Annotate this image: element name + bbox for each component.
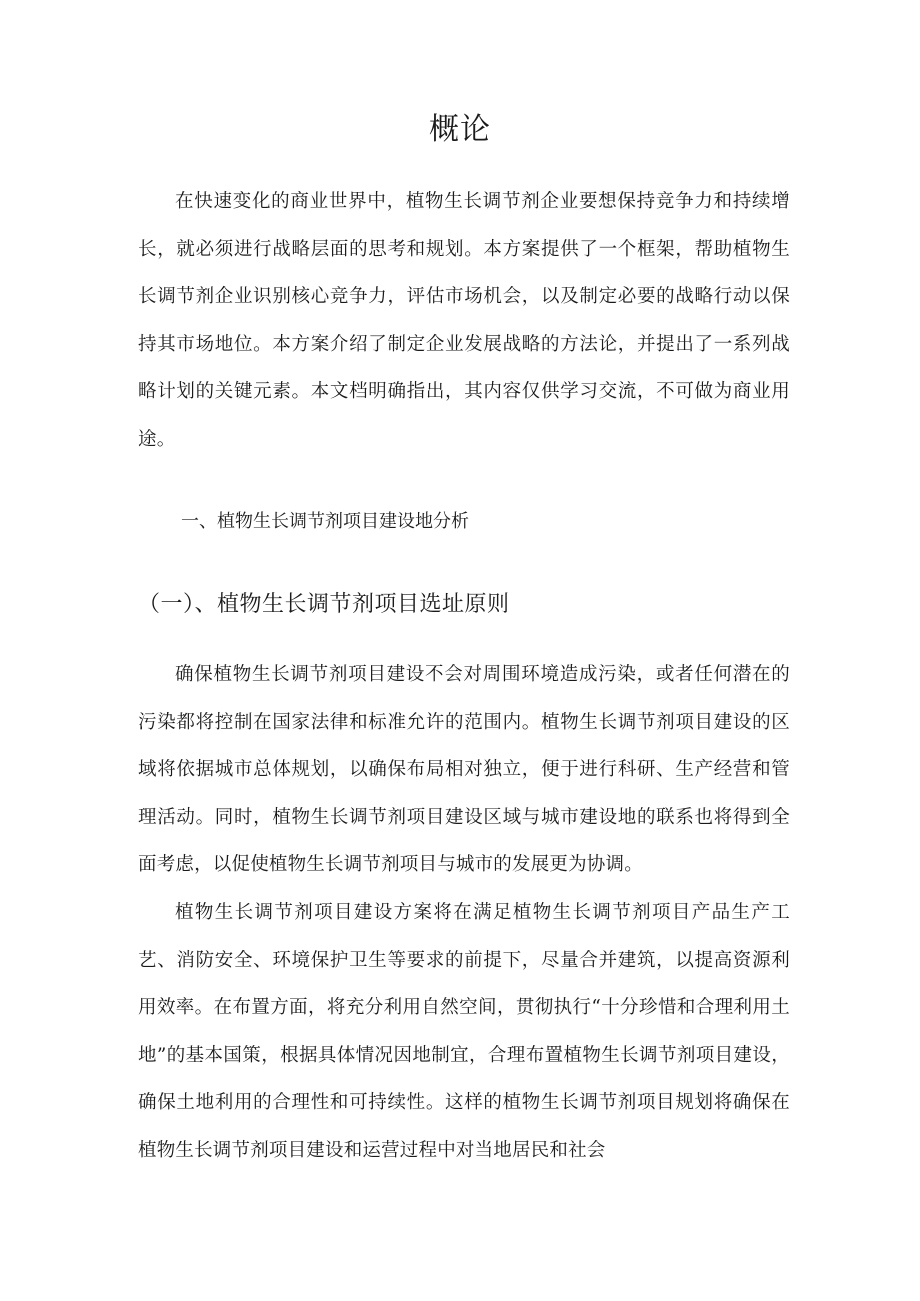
body-paragraph: 确保植物生长调节剂项目建设不会对周围环境造成污染，或者任何潜在的污染都将控制在国家法律和标准允许的范围内。植物生长调节剂项目建设的区域将依据城市总体规划，以确保布局相对独立，便于进行科研、生产经营和管理活动。同时，植物生长调节剂项目建设区域与城市建设地的联系也将得到全面考虑，以促使植物生长调节剂项目与城市的发展更为协调。 bbox=[138, 664, 790, 876]
body-paragraph: 植物生长调节剂项目建设方案将在满足植物生长调节剂项目产品生产工艺、消防安全、环境保护卫生等要求的前提下，尽量合并建筑，以提高资源利用效率。在布置方面，将充分利用自然空间，贯彻执行“十分珍惜和合理利用土地”的基本国策，根据具体情况因地制宜，合理布置植物生长调节剂项目建设，确保土地利用的合理性和可持续性。这样的植物生长调节剂项目规划将确保在植物生长调节剂项目建设和运营过程中对当地居民和社会 bbox=[138, 902, 790, 1161]
intro-paragraph: 在快速变化的商业世界中，植物生长调节剂企业要想保持竞争力和持续增长，就必须进行战略层面的思考和规划。本方案提供了一个框架，帮助植物生长调节剂企业识别核心竞争力，评估市场机会，以及制定必要的战略行动以保持其市场地位。本方案介绍了制定企业发展战略的方法论，并提出了一系列战略计划的关键元素。本文档明确指出，其内容仅供学习交流，不可做为商业用途。 bbox=[138, 191, 790, 450]
page-title: 概论 bbox=[429, 112, 491, 147]
section-heading: 一、植物生长调节剂项目建设地分析 bbox=[181, 511, 469, 532]
subsection-heading: （一）、植物生长调节剂项目选址原则 bbox=[138, 592, 510, 617]
